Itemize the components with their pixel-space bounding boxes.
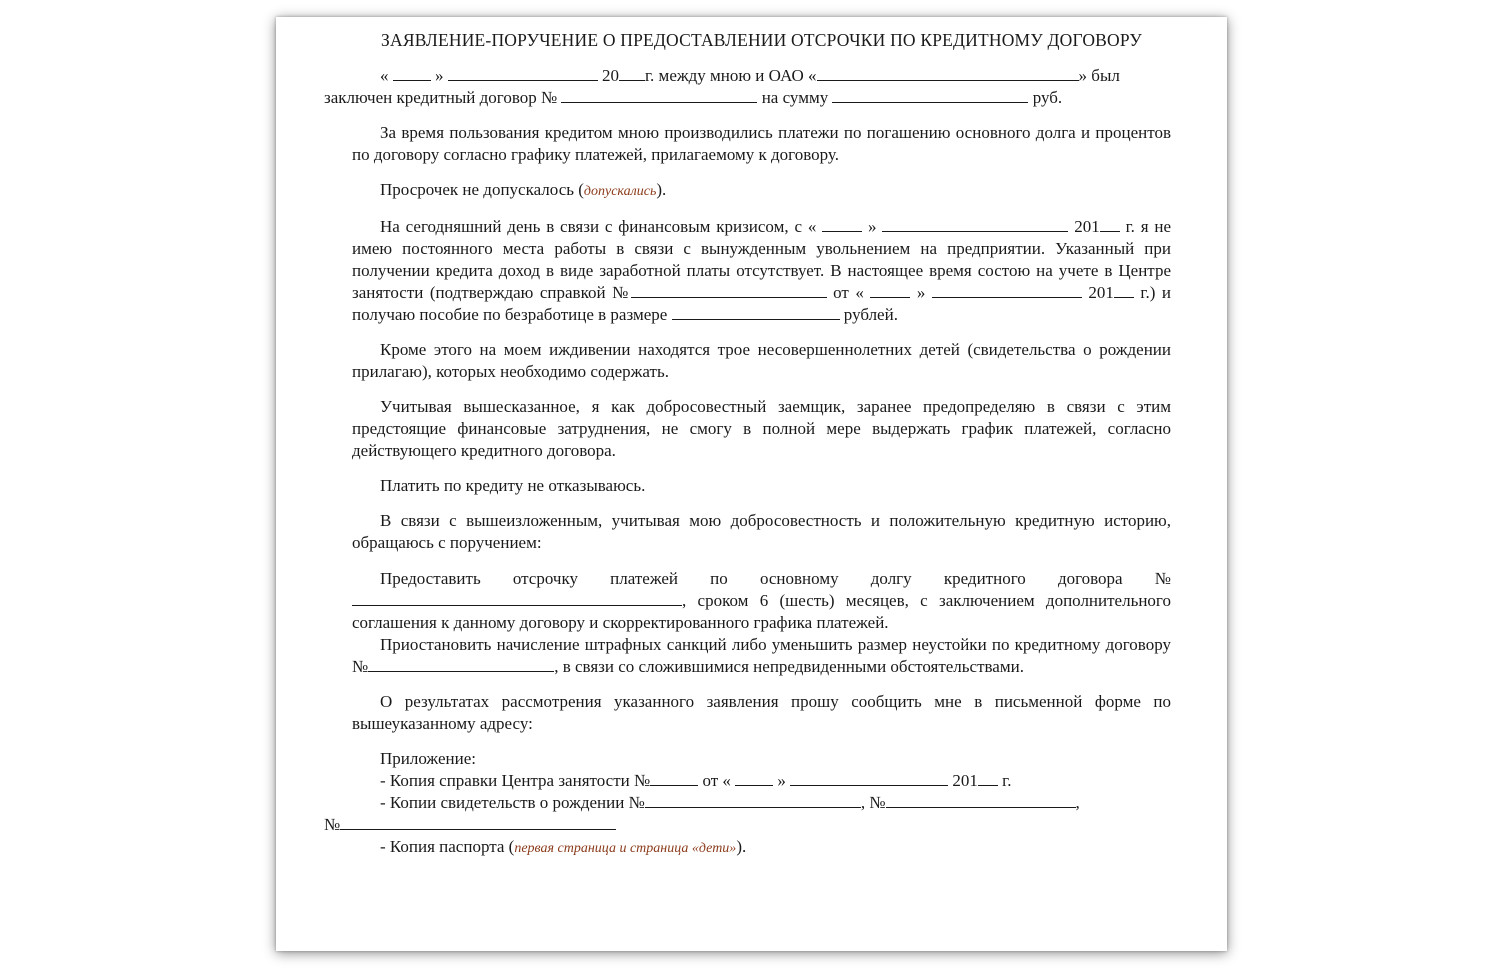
paragraph-request: В связи с вышеизложенным, учитывая мою добросовестность и положительную кредитную историю, обращаюсь с поручением: (352, 511, 1171, 552)
blank-year (978, 771, 998, 786)
text-fragment: ). (736, 837, 747, 856)
text-fragment: 201 (952, 771, 978, 790)
blank-contract-number (352, 591, 682, 606)
paragraph-results: О результатах рассмотрения указанного заявления прошу сообщить мне в письменной форме по вышеуказанному адресу: (352, 692, 1171, 733)
text-fragment: » (916, 283, 926, 302)
text-fragment: г.) и получаю пособие по безработице в размере (352, 283, 1171, 324)
text-fragment: ). (656, 180, 667, 199)
blank-certificate-number (645, 793, 861, 808)
text-fragment: На сегодняшний день в связи с финансовым кризисом, с « (380, 217, 817, 236)
appendix-item-passport (352, 836, 1171, 860)
text-fragment: руб. (1032, 88, 1063, 107)
blank-year (1100, 217, 1120, 232)
text-fragment: - Копия справки Центра занятости № (380, 771, 651, 790)
text-fragment: на сумму (761, 88, 829, 107)
text-fragment: , (1075, 793, 1080, 812)
text-fragment: Предоставить отсрочку платежей по основному долгу кредитного договора № (380, 569, 1171, 588)
blank-certificate-number (886, 793, 1076, 808)
text-fragment: рублей. (843, 305, 898, 324)
blank-month (790, 771, 948, 786)
document-page (276, 17, 1227, 951)
blank-month (448, 66, 598, 81)
appendix-section (324, 748, 1171, 860)
blank-contract-number (561, 88, 757, 103)
blank-benefit-amount (672, 305, 840, 320)
text-fragment: от « (702, 771, 731, 790)
blank-bank (817, 66, 1079, 81)
appendix-heading: Приложение: (380, 749, 476, 768)
blank-certificate-number (650, 771, 698, 786)
text-fragment: Приостановить начисление штрафных санкций либо уменьшить размер неустойки по кредитному договору № (352, 635, 1171, 676)
text-fragment: » был (1078, 66, 1120, 85)
paragraph-crisis (352, 216, 1171, 326)
blank-month (882, 217, 1068, 232)
text-fragment: Просрочек не допускалось ( (380, 180, 584, 199)
blank-certificate-number (340, 815, 616, 830)
blank-certificate-number (631, 283, 827, 298)
text-fragment: г. я не имею постоянного места работы в связи с вынужденным увольнением на предприятии. Указанный при получении кредита доход в виде заработной платы отсутствует. В настоящее время состою на учете в Центре занятости (подтверждаю справкой № (352, 217, 1172, 302)
paragraph-penalties (352, 634, 1171, 678)
text-fragment: 20 (602, 66, 619, 85)
appendix-item-birth-certificates (324, 792, 1171, 836)
paragraph-no-delays (352, 179, 1171, 203)
paragraph-difficulties: Учитывая вышесказанное, я как добросовестный заемщик, заранее предопределяю в связи с этим предстоящие финансовые затруднения, не смогу в полной мере выдержать график платежей, согласно действующего кредитного договора. (352, 397, 1171, 460)
text-fragment: № (324, 815, 341, 834)
text-fragment: « (380, 66, 389, 85)
paragraph-dependents: Кроме этого на моем иждивении находятся трое несовершеннолетних детей (свидетельства о рождении прилагаю), которых необходимо содержать. (352, 340, 1171, 381)
blank-day (870, 283, 910, 298)
blank-day (735, 771, 773, 786)
blank-day (822, 217, 862, 232)
document-title: ЗАЯВЛЕНИЕ-ПОРУЧЕНИЕ О ПРЕДОСТАВЛЕНИИ ОТСРОЧКИ ПО КРЕДИТНОМУ ДОГОВОРУ (381, 30, 1142, 50)
annotation-note: допускались (583, 184, 657, 199)
blank-amount (832, 88, 1028, 103)
paragraph-deferral (352, 568, 1171, 634)
blank-year (619, 66, 645, 81)
text-fragment: , сроком 6 (шесть) месяцев, с заключением дополнительного соглашения к данному договору и скорректированного графика платежей. (352, 591, 1171, 632)
blank-day (393, 66, 431, 81)
text-fragment: заключен кредитный договор № (324, 88, 558, 107)
text-fragment: » (868, 217, 877, 236)
text-fragment: » (777, 771, 786, 790)
text-fragment: , в связи со сложившимися непредвиденными обстоятельствами. (554, 657, 1024, 676)
text-fragment: г. между мною и ОАО « (645, 66, 817, 85)
text-fragment: , № (860, 793, 886, 812)
paragraph-payments: За время пользования кредитом мною производились платежи по погашению основного долга и процентов по договору согласно графику платежей, прилагаемому к договору. (352, 123, 1171, 164)
text-fragment: - Копия паспорта ( (380, 837, 515, 856)
text-fragment: » (435, 66, 444, 85)
blank-year (1114, 283, 1134, 298)
text-fragment: - Копии свидетельств о рождении № (380, 793, 645, 812)
appendix-item-employment-certificate (352, 770, 1171, 792)
annotation-note: первая страница и страница «дети» (514, 841, 737, 856)
text-fragment: от « (833, 283, 864, 302)
text-fragment: г. (1002, 771, 1012, 790)
paragraph-no-refusal: Платить по кредиту не отказываюсь. (380, 476, 646, 495)
blank-contract-number (368, 657, 554, 672)
blank-month (932, 283, 1082, 298)
text-fragment: 201 (1088, 283, 1114, 302)
paragraph-contract (324, 65, 1171, 109)
text-fragment: 201 (1074, 217, 1100, 236)
